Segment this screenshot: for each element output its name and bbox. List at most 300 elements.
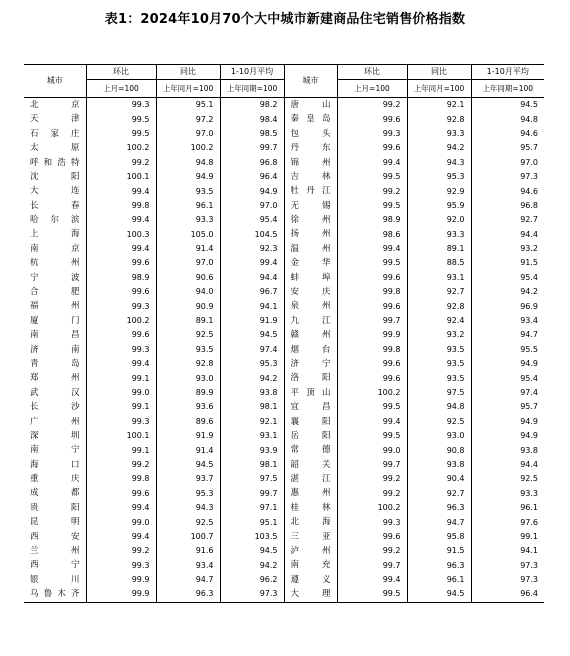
mom-value-left: 99.4 — [86, 213, 156, 227]
table-row — [24, 530, 544, 544]
yoy-value-right: 92.7 — [407, 487, 471, 501]
yoy-value-left: 96.3 — [156, 587, 220, 602]
city-name-right: 赣州 — [284, 328, 337, 342]
mom-value-left: 99.4 — [86, 357, 156, 371]
yoy-value-right: 93.2 — [407, 328, 471, 342]
ytd-value-left: 94.9 — [220, 184, 284, 198]
mom-value-left: 99.5 — [86, 127, 156, 141]
yoy-value-right: 93.1 — [407, 271, 471, 285]
ytd-value-left: 97.4 — [220, 343, 284, 357]
city-name-left: 重庆 — [30, 474, 80, 485]
ytd-value-right: 94.9 — [471, 415, 544, 429]
yoy-value-right: 92.4 — [407, 314, 471, 328]
city-name-right: 南充 — [284, 559, 337, 573]
table-row — [24, 213, 544, 227]
city-name-right: 九江 — [284, 314, 337, 328]
yoy-value-right: 95.3 — [407, 170, 471, 184]
city-name-right: 唐山 — [284, 98, 337, 113]
yoy-value-right: 97.5 — [407, 386, 471, 400]
city-name-right: 惠州 — [284, 487, 337, 501]
city-name-right: 扬州 — [284, 228, 337, 242]
mom-value-left: 99.4 — [86, 501, 156, 515]
mom-value-right: 99.3 — [337, 515, 407, 529]
table-row — [24, 400, 544, 414]
mom-value-left: 99.3 — [86, 559, 156, 573]
city-name-right: 三亚 — [284, 530, 337, 544]
yoy-value-right: 92.9 — [407, 184, 471, 198]
mom-value-left: 99.2 — [86, 544, 156, 558]
col-subheader-ytd-left: 上年同期=100 — [220, 80, 284, 98]
yoy-value-right: 95.9 — [407, 199, 471, 213]
ytd-value-left: 98.2 — [220, 98, 284, 113]
city-name-right: 襄阳 — [284, 415, 337, 429]
ytd-value-right: 95.5 — [471, 343, 544, 357]
yoy-value-left: 89.6 — [156, 415, 220, 429]
table-row — [24, 386, 544, 400]
mom-value-right: 100.2 — [337, 501, 407, 515]
col-header-yoy-right: 同比 — [407, 65, 471, 80]
ytd-value-left: 97.1 — [220, 501, 284, 515]
ytd-value-right: 99.1 — [471, 530, 544, 544]
table-body — [24, 98, 544, 603]
ytd-value-left: 99.4 — [220, 256, 284, 270]
city-name-left: 济南 — [30, 344, 80, 355]
ytd-value-right: 94.4 — [471, 228, 544, 242]
table-row — [24, 371, 544, 385]
ytd-value-left: 94.5 — [220, 544, 284, 558]
col-subheader-mom-left: 上月=100 — [86, 80, 156, 98]
mom-value-left: 99.6 — [86, 285, 156, 299]
mom-value-right: 99.8 — [337, 285, 407, 299]
ytd-value-left: 96.8 — [220, 156, 284, 170]
table-row — [24, 559, 544, 573]
ytd-value-left: 94.2 — [220, 559, 284, 573]
city-name-right: 宜昌 — [284, 400, 337, 414]
ytd-value-left: 94.4 — [220, 271, 284, 285]
table-row — [24, 472, 544, 486]
city-name-right: 桂林 — [284, 501, 337, 515]
city-name-right: 安庆 — [284, 285, 337, 299]
table-row — [24, 112, 544, 126]
mom-value-right: 98.6 — [337, 228, 407, 242]
mom-value-right: 99.2 — [337, 184, 407, 198]
mom-value-right: 99.6 — [337, 299, 407, 313]
yoy-value-right: 92.0 — [407, 213, 471, 227]
ytd-value-right: 97.3 — [471, 170, 544, 184]
yoy-value-right: 96.3 — [407, 559, 471, 573]
yoy-value-left: 90.9 — [156, 299, 220, 313]
mom-value-left: 99.9 — [86, 573, 156, 587]
mom-value-right: 99.6 — [337, 112, 407, 126]
table-row — [24, 156, 544, 170]
ytd-value-left: 103.5 — [220, 530, 284, 544]
ytd-value-right: 93.4 — [471, 314, 544, 328]
mom-value-right: 99.5 — [337, 400, 407, 414]
yoy-value-right: 93.3 — [407, 127, 471, 141]
city-name-left: 西宁 — [30, 560, 80, 571]
mom-value-left: 98.9 — [86, 271, 156, 285]
yoy-value-left: 92.8 — [156, 357, 220, 371]
yoy-value-right: 94.3 — [407, 156, 471, 170]
table-row — [24, 587, 544, 602]
mom-value-left: 99.4 — [86, 242, 156, 256]
mom-value-right: 99.5 — [337, 199, 407, 213]
yoy-value-right: 93.8 — [407, 458, 471, 472]
yoy-value-left: 100.2 — [156, 141, 220, 155]
yoy-value-left: 94.7 — [156, 573, 220, 587]
yoy-value-left: 95.1 — [156, 98, 220, 113]
city-name-left: 成都 — [30, 488, 80, 499]
ytd-value-right: 92.7 — [471, 213, 544, 227]
col-subheader-ytd-right: 上年同期=100 — [471, 80, 544, 98]
yoy-value-left: 93.5 — [156, 343, 220, 357]
table-row — [24, 415, 544, 429]
yoy-value-left: 89.9 — [156, 386, 220, 400]
table-title: 表1：2024年10月70个大中城市新建商品住宅销售价格指数 — [104, 12, 466, 27]
city-name-right: 韶关 — [284, 458, 337, 472]
table-row — [24, 242, 544, 256]
col-subheader-yoy-right: 上年同月=100 — [407, 80, 471, 98]
col-subheader-yoy-left: 上年同月=100 — [156, 80, 220, 98]
ytd-value-left: 98.4 — [220, 112, 284, 126]
city-name-right: 烟台 — [284, 343, 337, 357]
table-row — [24, 544, 544, 558]
mom-value-right: 99.5 — [337, 170, 407, 184]
ytd-value-right: 97.4 — [471, 386, 544, 400]
table-row — [24, 357, 544, 371]
city-name-right: 牡丹江 — [284, 184, 337, 198]
table-row — [24, 184, 544, 198]
yoy-value-left: 91.9 — [156, 429, 220, 443]
city-name-left: 深圳 — [30, 430, 80, 441]
city-name-left: 青岛 — [30, 358, 80, 369]
city-name-left: 武汉 — [30, 387, 80, 398]
ytd-value-right: 94.9 — [471, 429, 544, 443]
yoy-value-left: 100.7 — [156, 530, 220, 544]
ytd-value-left: 97.5 — [220, 472, 284, 486]
mom-value-left: 99.3 — [86, 98, 156, 113]
mom-value-right: 100.2 — [337, 386, 407, 400]
ytd-value-right: 94.1 — [471, 544, 544, 558]
city-name-right: 包头 — [284, 127, 337, 141]
mom-value-left: 100.1 — [86, 170, 156, 184]
city-name-right: 岳阳 — [284, 429, 337, 443]
yoy-value-left: 93.5 — [156, 184, 220, 198]
ytd-value-right: 96.9 — [471, 299, 544, 313]
yoy-value-left: 91.6 — [156, 544, 220, 558]
mom-value-left: 99.1 — [86, 400, 156, 414]
mom-value-right: 99.5 — [337, 587, 407, 602]
ytd-value-right: 97.3 — [471, 559, 544, 573]
yoy-value-right: 94.2 — [407, 141, 471, 155]
yoy-value-right: 93.5 — [407, 343, 471, 357]
yoy-value-left: 94.8 — [156, 156, 220, 170]
yoy-value-right: 92.8 — [407, 112, 471, 126]
ytd-value-left: 104.5 — [220, 228, 284, 242]
mom-value-right: 99.6 — [337, 141, 407, 155]
mom-value-left: 99.4 — [86, 184, 156, 198]
city-name-right: 泉州 — [284, 299, 337, 313]
ytd-value-left: 98.1 — [220, 400, 284, 414]
table-row — [24, 443, 544, 457]
city-name-right: 秦皇岛 — [284, 112, 337, 126]
yoy-value-right: 89.1 — [407, 242, 471, 256]
table-row — [24, 458, 544, 472]
city-name-left: 杭州 — [30, 258, 80, 269]
ytd-value-left: 92.1 — [220, 415, 284, 429]
ytd-value-left: 95.4 — [220, 213, 284, 227]
mom-value-right: 99.6 — [337, 530, 407, 544]
mom-value-left: 99.2 — [86, 156, 156, 170]
city-name-left: 长沙 — [30, 402, 80, 413]
city-name-left: 乌鲁木齐 — [24, 587, 86, 602]
city-name-left: 合肥 — [30, 287, 80, 298]
table-row — [24, 487, 544, 501]
mom-value-right: 99.3 — [337, 127, 407, 141]
mom-value-left: 99.8 — [86, 472, 156, 486]
mom-value-left: 99.3 — [86, 343, 156, 357]
city-name-left: 哈尔滨 — [30, 215, 80, 226]
mom-value-left: 99.6 — [86, 256, 156, 270]
city-name-left: 宁波 — [30, 272, 80, 283]
mom-value-right: 99.7 — [337, 458, 407, 472]
mom-value-left: 99.5 — [86, 112, 156, 126]
col-header-city-left: 城市 — [24, 65, 86, 98]
city-name-left: 南昌 — [30, 330, 80, 341]
ytd-value-left: 93.9 — [220, 443, 284, 457]
table-row — [24, 170, 544, 184]
ytd-value-right: 94.5 — [471, 98, 544, 113]
yoy-value-right: 90.4 — [407, 472, 471, 486]
yoy-value-right: 96.3 — [407, 501, 471, 515]
ytd-value-right: 95.4 — [471, 371, 544, 385]
mom-value-right: 99.2 — [337, 472, 407, 486]
yoy-value-right: 93.0 — [407, 429, 471, 443]
city-name-right: 温州 — [284, 242, 337, 256]
mom-value-left: 100.2 — [86, 141, 156, 155]
yoy-value-right: 96.1 — [407, 573, 471, 587]
table-row — [24, 127, 544, 141]
city-name-left: 兰州 — [30, 546, 80, 557]
city-name-right: 北海 — [284, 515, 337, 529]
ytd-value-right: 95.7 — [471, 141, 544, 155]
city-name-right: 锦州 — [284, 156, 337, 170]
city-name-left: 银川 — [30, 574, 80, 585]
yoy-value-right: 94.5 — [407, 587, 471, 602]
ytd-value-left: 94.5 — [220, 328, 284, 342]
city-name-left: 西安 — [30, 531, 80, 542]
ytd-value-right: 93.2 — [471, 242, 544, 256]
ytd-value-left: 91.9 — [220, 314, 284, 328]
city-name-right: 湛江 — [284, 472, 337, 486]
yoy-value-left: 97.0 — [156, 256, 220, 270]
city-name-left: 贵阳 — [30, 502, 80, 513]
table-row — [24, 285, 544, 299]
city-name-left: 天津 — [30, 114, 80, 125]
mom-value-right: 99.2 — [337, 487, 407, 501]
mom-value-right: 99.6 — [337, 357, 407, 371]
ytd-value-right: 97.3 — [471, 573, 544, 587]
col-header-city-right: 城市 — [284, 65, 337, 98]
yoy-value-left: 93.0 — [156, 371, 220, 385]
yoy-value-left: 96.1 — [156, 199, 220, 213]
city-name-left: 呼和浩特 — [30, 157, 80, 168]
ytd-value-right: 95.7 — [471, 400, 544, 414]
yoy-value-left: 94.0 — [156, 285, 220, 299]
mom-value-left: 100.3 — [86, 228, 156, 242]
yoy-value-right: 93.5 — [407, 371, 471, 385]
yoy-value-left: 93.4 — [156, 559, 220, 573]
mom-value-left: 99.3 — [86, 415, 156, 429]
ytd-value-right: 97.6 — [471, 515, 544, 529]
yoy-value-left: 94.3 — [156, 501, 220, 515]
table-row — [24, 98, 544, 113]
table-row — [24, 271, 544, 285]
city-name-right: 遵义 — [284, 573, 337, 587]
city-name-left: 昆明 — [30, 517, 80, 528]
ytd-value-right: 92.5 — [471, 472, 544, 486]
col-subheader-mom-right: 上月=100 — [337, 80, 407, 98]
mom-value-right: 99.4 — [337, 415, 407, 429]
yoy-value-right: 92.1 — [407, 98, 471, 113]
table-row — [24, 515, 544, 529]
mom-value-right: 99.2 — [337, 544, 407, 558]
ytd-value-right: 96.1 — [471, 501, 544, 515]
col-header-ytd-right: 1-10月平均 — [471, 65, 544, 80]
yoy-value-left: 93.7 — [156, 472, 220, 486]
table-row — [24, 141, 544, 155]
yoy-value-left: 94.5 — [156, 458, 220, 472]
city-name-left: 大连 — [30, 186, 80, 197]
city-name-left: 厦门 — [30, 315, 80, 326]
city-name-right: 丹东 — [284, 141, 337, 155]
ytd-value-right: 94.6 — [471, 184, 544, 198]
col-header-ytd-left: 1-10月平均 — [220, 65, 284, 80]
yoy-value-right: 92.8 — [407, 299, 471, 313]
city-name-left: 南宁 — [30, 445, 80, 456]
table-row — [24, 256, 544, 270]
ytd-value-right: 93.3 — [471, 487, 544, 501]
mom-value-right: 99.2 — [337, 98, 407, 113]
city-name-right: 济宁 — [284, 357, 337, 371]
mom-value-left: 99.4 — [86, 530, 156, 544]
city-name-left: 南京 — [30, 243, 80, 254]
ytd-value-left: 97.0 — [220, 199, 284, 213]
city-name-left: 福州 — [30, 301, 80, 312]
yoy-value-left: 94.9 — [156, 170, 220, 184]
yoy-value-left: 92.5 — [156, 515, 220, 529]
table-row — [24, 228, 544, 242]
city-name-right: 泸州 — [284, 544, 337, 558]
col-header-mom-right: 环比 — [337, 65, 407, 80]
yoy-value-left: 92.5 — [156, 328, 220, 342]
table-row — [24, 501, 544, 515]
ytd-value-right: 94.2 — [471, 285, 544, 299]
yoy-value-right: 92.5 — [407, 415, 471, 429]
city-name-left: 广州 — [30, 416, 80, 427]
yoy-value-right: 88.5 — [407, 256, 471, 270]
ytd-value-left: 97.3 — [220, 587, 284, 602]
ytd-value-right: 97.0 — [471, 156, 544, 170]
ytd-value-right: 94.8 — [471, 112, 544, 126]
city-name-right: 吉林 — [284, 170, 337, 184]
city-name-left: 北京 — [30, 99, 80, 110]
ytd-value-left: 96.7 — [220, 285, 284, 299]
ytd-value-left: 94.2 — [220, 371, 284, 385]
ytd-value-left: 92.3 — [220, 242, 284, 256]
city-name-right: 金华 — [284, 256, 337, 270]
ytd-value-left: 93.8 — [220, 386, 284, 400]
col-header-yoy-left: 同比 — [156, 65, 220, 80]
ytd-value-right: 94.7 — [471, 328, 544, 342]
city-name-left: 郑州 — [30, 373, 80, 384]
ytd-value-left: 96.2 — [220, 573, 284, 587]
city-name-right: 无锡 — [284, 199, 337, 213]
yoy-value-right: 93.3 — [407, 228, 471, 242]
mom-value-right: 99.7 — [337, 314, 407, 328]
yoy-value-right: 92.7 — [407, 285, 471, 299]
ytd-value-left: 96.4 — [220, 170, 284, 184]
ytd-value-right: 94.9 — [471, 357, 544, 371]
mom-value-right: 99.6 — [337, 371, 407, 385]
mom-value-left: 100.2 — [86, 314, 156, 328]
ytd-value-right: 95.4 — [471, 271, 544, 285]
yoy-value-right: 91.5 — [407, 544, 471, 558]
yoy-value-left: 91.4 — [156, 242, 220, 256]
city-name-right: 洛阳 — [284, 371, 337, 385]
city-name-right: 平顶山 — [284, 386, 337, 400]
mom-value-right: 99.6 — [337, 271, 407, 285]
mom-value-right: 99.0 — [337, 443, 407, 457]
ytd-value-left: 98.5 — [220, 127, 284, 141]
yoy-value-right: 95.8 — [407, 530, 471, 544]
table-row — [24, 199, 544, 213]
city-name-left: 上海 — [30, 229, 80, 240]
ytd-value-right: 96.4 — [471, 587, 544, 602]
mom-value-left: 99.3 — [86, 299, 156, 313]
yoy-value-left: 97.0 — [156, 127, 220, 141]
ytd-value-left: 99.7 — [220, 487, 284, 501]
mom-value-left: 99.8 — [86, 199, 156, 213]
table-row — [24, 429, 544, 443]
ytd-value-left: 98.1 — [220, 458, 284, 472]
mom-value-right: 99.5 — [337, 256, 407, 270]
table-row — [24, 573, 544, 587]
mom-value-left: 100.1 — [86, 429, 156, 443]
city-name-left: 海口 — [30, 459, 80, 470]
mom-value-right: 99.7 — [337, 559, 407, 573]
yoy-value-left: 93.6 — [156, 400, 220, 414]
ytd-value-right: 91.5 — [471, 256, 544, 270]
city-name-left: 长春 — [30, 200, 80, 211]
yoy-value-right: 90.8 — [407, 443, 471, 457]
ytd-value-left: 94.1 — [220, 299, 284, 313]
table-row — [24, 328, 544, 342]
mom-value-left: 99.1 — [86, 371, 156, 385]
yoy-value-left: 90.6 — [156, 271, 220, 285]
table-row — [24, 343, 544, 357]
yoy-value-left: 93.3 — [156, 213, 220, 227]
mom-value-right: 98.9 — [337, 213, 407, 227]
yoy-value-left: 97.2 — [156, 112, 220, 126]
city-name-left: 石家庄 — [30, 128, 80, 139]
mom-value-right: 99.5 — [337, 429, 407, 443]
mom-value-left: 99.2 — [86, 458, 156, 472]
mom-value-right: 99.9 — [337, 328, 407, 342]
mom-value-left: 99.6 — [86, 328, 156, 342]
yoy-value-left: 89.1 — [156, 314, 220, 328]
mom-value-left: 99.1 — [86, 443, 156, 457]
